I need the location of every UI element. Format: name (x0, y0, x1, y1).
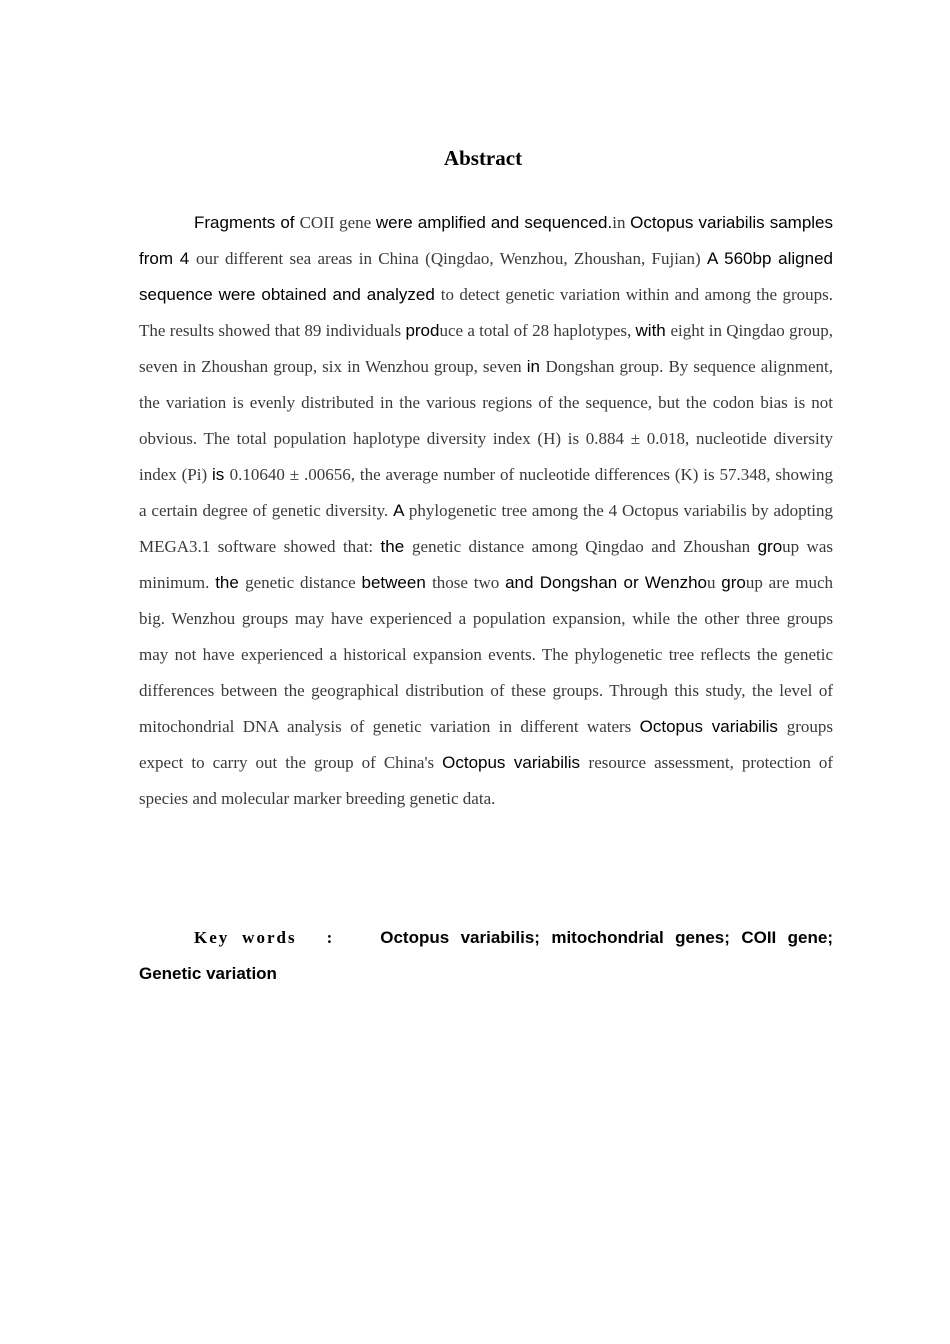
keywords-line (139, 920, 833, 992)
abstract-text-segment: genetic distance (245, 573, 362, 592)
abstract-text-segment: COII gene (299, 213, 376, 232)
abstract-text-segment: our different sea areas in China (Qingdao, Wenzhou, Zhoushan, Fujian) (196, 249, 707, 268)
abstract-text-segment: resource assessment, protection of species and molecular marker breeding genetic data. (139, 753, 833, 808)
keywords-label: Key words (194, 928, 297, 947)
abstract-text-segment: is (212, 465, 230, 484)
abstract-text-segment: up was minimum. (139, 537, 833, 592)
abstract-text-segment: gro (721, 573, 746, 592)
abstract-text-segment: those two (432, 573, 506, 592)
keywords-text: Octopus variabilis; mitochondrial genes; COII gene; Genetic variation (139, 928, 833, 983)
abstract-text-segment: to detect genetic variation within and among the groups. The results showed that 89 individuals (139, 285, 833, 340)
abstract-text-segment: gro (757, 537, 783, 556)
abstract-text-segment: Dongshan group. By sequence alignment, the variation is evenly distributed in the various regions of the sequence, but the codon bias is not obvious. The total population haplotype diversity index (H) is 0.884 ± 0.018, nucleotide diversity index (Pi) (139, 357, 833, 484)
abstract-text-segment: between (361, 573, 433, 592)
abstract-text-segment: A 560bp aligned sequence were obtained and analyzed (139, 249, 834, 304)
abstract-text-segment: up are much big. Wenzhou groups may have experienced a population expansion, while the other three groups may not have experienced a historical expansion events. The phylogenetic tree reflects the genetic differences between the geographical distribution of these groups. Through this study, the level of mitochondrial DNA analysis of genetic variation in different waters (139, 573, 834, 736)
abstract-text-segment: phylogenetic tree among the 4 Octopus variabilis by adopting MEGA3.1 software showed that: (139, 501, 834, 556)
abstract-text-segment: Octopus variabilis samples from 4 (139, 213, 833, 268)
abstract-title: Abstract (443, 146, 523, 170)
abstract-text-segment: eight in Qingdao group, seven in Zhoushan group, six in Wenzhou group, seven (139, 321, 833, 376)
abstract-text-segment: and Dongshan or Wenzho (505, 573, 707, 592)
keywords-colon: : (326, 928, 333, 947)
abstract-text-segment: 0.10640 ± .00656, the average number of nucleotide differences (K) is 57.348, showing a certain degree of genetic diversity. (139, 465, 833, 520)
abstract-text-segment: Octopus variabilis (639, 717, 787, 736)
abstract-text-segment: u (706, 573, 722, 592)
abstract-text-segment: with (635, 321, 671, 340)
abstract-text-segment: Octopus variabilis (442, 753, 589, 772)
abstract-text-segment: A (393, 501, 409, 520)
abstract-text-segment: the (380, 537, 413, 556)
abstract-text-segment: in (526, 357, 546, 376)
abstract-paragraph (139, 205, 833, 817)
abstract-text-segment: groups expect to carry out the group of China's (139, 717, 834, 772)
abstract-text-segment: genetic distance among Qingdao and Zhoushan (412, 537, 758, 556)
abstract-text-segment: were amplified and sequenced. (375, 213, 613, 232)
abstract-text-segment: the (215, 573, 246, 592)
abstract-text-segment: in (612, 213, 631, 232)
abstract-text-segment: prod (405, 321, 440, 340)
abstract-text-segment: Fragments of (194, 213, 300, 232)
abstract-text-segment: uce a total of 28 haplotypes, (439, 321, 636, 340)
